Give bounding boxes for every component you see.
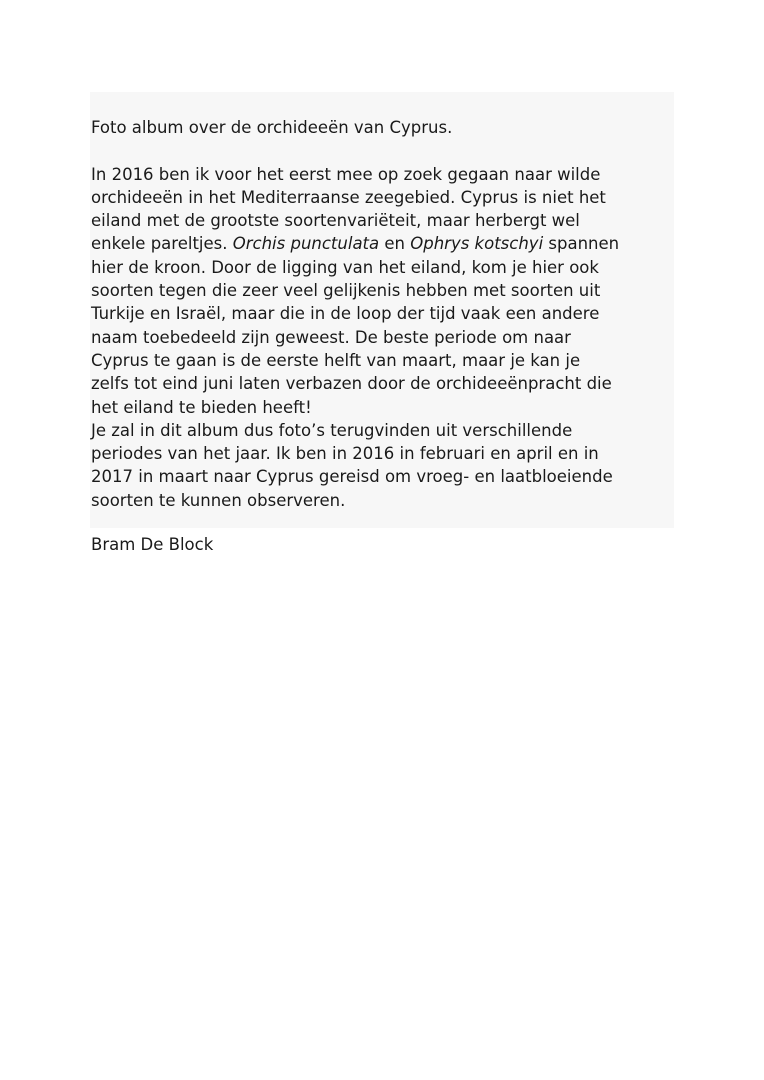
paragraph-line: orchideeën in het Mediterraanse zeegebied. Cyprus is niet het — [91, 187, 606, 207]
paragraph-line: Turkije en Israël, maar die in de loop der tijd vaak een andere — [91, 304, 600, 324]
paragraph-line: eiland met de grootste soortenvariëteit, maar herbergt wel — [91, 211, 580, 231]
paragraph-line: soorten tegen die zeer veel gelijkenis hebben met soorten uit — [91, 281, 601, 301]
paragraph-line: hier de kroon. Door de ligging van het eiland, kom je hier ook — [91, 257, 599, 277]
paragraph-line: Je zal in dit album dus foto’s terugvinden uit verschillende — [91, 420, 573, 440]
paragraph-line — [91, 232, 674, 255]
paragraph-line: In 2016 ben ik voor het eerst mee op zoek gegaan naar wilde — [91, 164, 601, 184]
paragraph-line: periodes van het jaar. Ik ben in 2016 in februari en april en in — [91, 444, 599, 464]
paragraph-spacer — [91, 139, 674, 162]
paragraph-line: 2017 in maart naar Cyprus gereisd om vroeg- en laatbloeiende — [91, 467, 613, 487]
paragraph-line: soorten te kunnen observeren. — [91, 490, 346, 510]
document-title: Foto album over de orchideeën van Cyprus. — [91, 118, 453, 137]
text-block — [90, 92, 674, 528]
paragraph-line: zelfs tot eind juni laten verbazen door de orchideeënpracht die — [91, 374, 612, 394]
species-name: Orchis punctulata — [232, 234, 380, 254]
line-text: en — [379, 234, 411, 254]
line-text: spannen — [543, 234, 620, 254]
species-name: Ophrys kotschyi — [410, 234, 544, 254]
line-text: enkele pareltjes. — [91, 234, 233, 254]
paragraph-line: het eiland te bieden heeft! — [91, 397, 312, 417]
author-signature: Bram De Block — [91, 535, 214, 554]
paragraph-line: naam toebedeeld zijn geweest. De beste periode om naar — [91, 327, 571, 347]
paragraph-line: Cyprus te gaan is de eerste helft van maart, maar je kan je — [91, 350, 581, 370]
